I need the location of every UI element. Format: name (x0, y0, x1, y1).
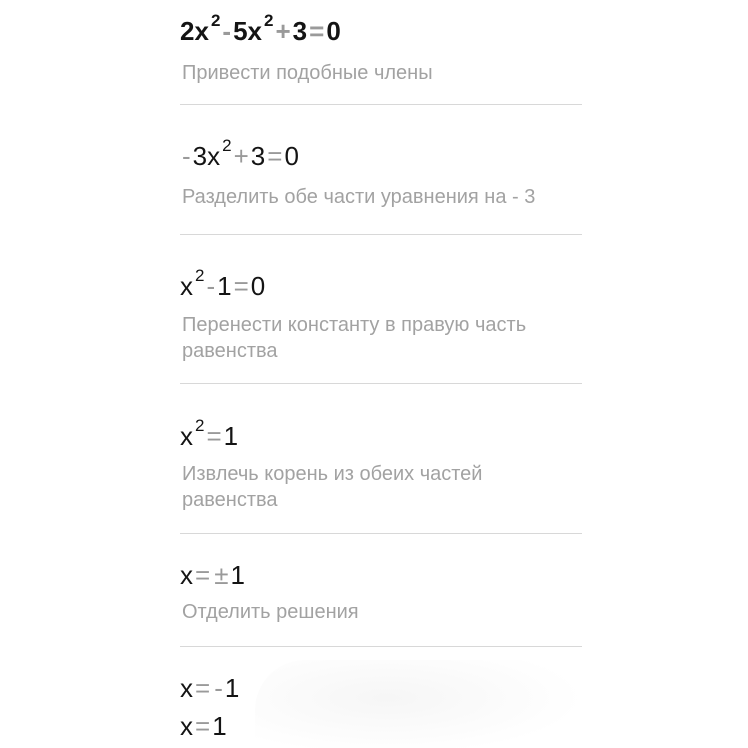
hint-step-3: Перенести константу в правую часть равенства (182, 314, 527, 362)
hint-step-2: Разделить обе части уравнения на - 3 (182, 186, 536, 208)
equation-step-5: x= ±1 (180, 560, 245, 590)
photo-glare (255, 660, 585, 748)
divider (180, 383, 582, 384)
divider (180, 234, 582, 235)
divider (180, 104, 582, 105)
divider (180, 533, 582, 534)
solution-2: x=1 (180, 711, 227, 741)
hint-step-5: Отделить решения (182, 601, 359, 623)
equation-step-1: 2x $^2$-5x $^2$+3=0 (180, 11, 341, 46)
equation-step-3: x $^2$-1=0 (180, 266, 266, 301)
equation-step-4: x $^2$=1 (180, 416, 239, 451)
solution-1: x= -1 (180, 673, 240, 703)
divider (180, 646, 582, 647)
hint-step-4: Извлечь корень из обеих частей равенства (182, 463, 483, 511)
hint-step-1: Привести подобные члены (182, 62, 433, 84)
equation-step-2: -3x $^2$+3=0 (182, 136, 299, 171)
